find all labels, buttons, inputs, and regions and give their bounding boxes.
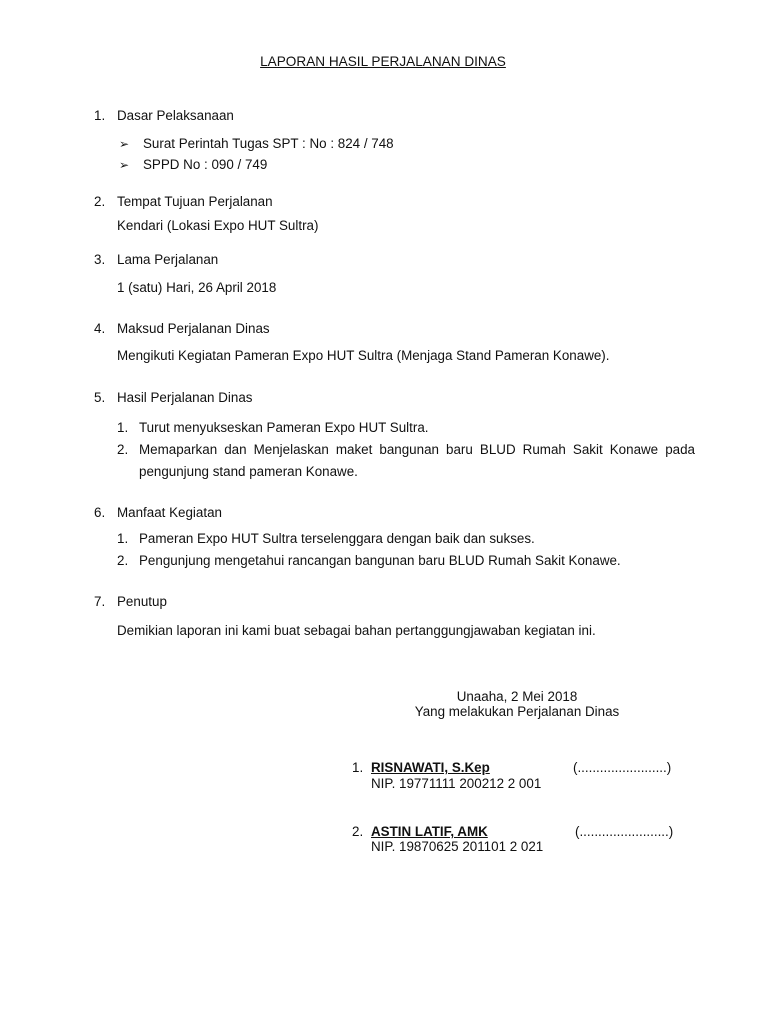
list-item-text-continued: pengunjung stand pameran Konawe. [139, 464, 358, 479]
arrow-bullet-icon: ➢ [119, 137, 130, 151]
section-4-number: 4. [94, 321, 106, 336]
list-item-text: Pameran Expo HUT Sultra terselenggara dengan baik dan sukses. [139, 531, 535, 546]
signatory-2-number: 2. [352, 824, 364, 839]
signatory-2-name: ASTIN LATIF, AMK [371, 824, 488, 839]
list-item-text: Pengunjung mengetahui rancangan bangunan baru BLUD Rumah Sakit Konawe. [139, 553, 621, 568]
section-4-heading: Maksud Perjalanan Dinas [117, 321, 270, 336]
section-7-number: 7. [94, 594, 106, 609]
section-3-text: 1 (satu) Hari, 26 April 2018 [117, 280, 277, 295]
place-date: Unaaha, 2 Mei 2018 [456, 689, 578, 704]
section-2-heading: Tempat Tujuan Perjalanan [117, 194, 273, 209]
signatory-2-nip: NIP. 19870625 201101 2 021 [371, 839, 544, 854]
section-1-heading: Dasar Pelaksanaan [117, 108, 234, 123]
section-1-bullet-1: Surat Perintah Tugas SPT : No : 824 / 748 [143, 136, 394, 151]
section-5-heading: Hasil Perjalanan Dinas [117, 390, 253, 405]
list-item-number: 2. [117, 442, 129, 457]
signatory-1-nip: NIP. 19771111 200212 2 001 [371, 776, 542, 791]
section-3-heading: Lama Perjalanan [117, 252, 219, 267]
section-6-heading: Manfaat Kegiatan [117, 505, 222, 520]
section-5-number: 5. [94, 390, 106, 405]
section-7-text: Demikian laporan ini kami buat sebagai bahan pertanggungjawaban kegiatan ini. [117, 623, 596, 638]
section-2-text: Kendari (Lokasi Expo HUT Sultra) [117, 218, 319, 233]
arrow-bullet-icon: ➢ [119, 158, 130, 172]
list-item-number: 1. [117, 420, 129, 435]
section-1-number: 1. [94, 108, 106, 123]
section-3-number: 3. [94, 252, 106, 267]
list-item-number: 2. [117, 553, 129, 568]
section-1-bullet-2: SPPD No : 090 / 749 [143, 157, 268, 172]
section-2-number: 2. [94, 194, 106, 209]
signatory-1-number: 1. [352, 760, 364, 775]
section-4-text: Mengikuti Kegiatan Pameran Expo HUT Sultra (Menjaga Stand Pameran Konawe). [117, 348, 610, 363]
document-title: LAPORAN HASIL PERJALANAN DINAS [260, 54, 506, 69]
section-7-heading: Penutup [117, 594, 167, 609]
signer-role: Yang melakukan Perjalanan Dinas [414, 704, 620, 719]
list-item-text: Memaparkan dan Menjelaskan maket bangunan baru BLUD Rumah Sakit Konawe pada [139, 442, 695, 457]
signatory-1-signature-line: (........................) [573, 760, 672, 775]
section-6-number: 6. [94, 505, 106, 520]
signatory-1-name: RISNAWATI, S.Kep [371, 760, 490, 775]
list-item-number: 1. [117, 531, 129, 546]
list-item-text: Turut menyukseskan Pameran Expo HUT Sultra. [139, 420, 429, 435]
signatory-2-signature-line: (........................) [575, 824, 674, 839]
